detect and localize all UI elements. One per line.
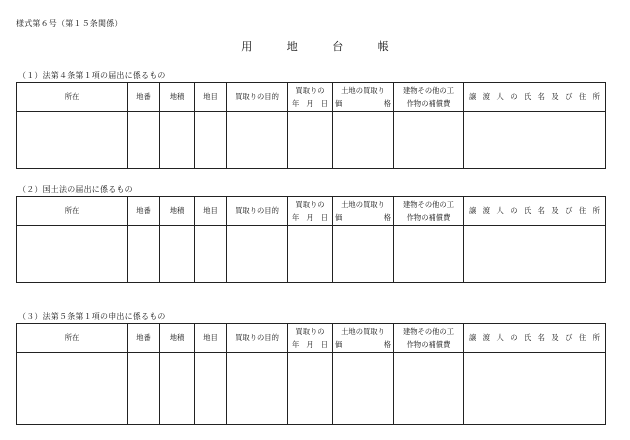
cell-compensation[interactable] [394, 226, 464, 283]
title-char: 台 [332, 40, 344, 53]
ledger-table-2 [16, 196, 606, 283]
cell-location[interactable] [17, 353, 128, 425]
header-land-category: 地目 [195, 197, 227, 226]
cell-lot-number[interactable] [128, 353, 160, 425]
title-char: 帳 [377, 40, 389, 53]
header-land-price: 土地の買取り 価 格 [333, 197, 394, 226]
section-label-3: （３）法第５条第１項の申出に係るもの [18, 312, 166, 321]
header-transferor: 譲 渡 人 の 氏 名 及 び 住 所 [464, 324, 606, 353]
header-land-price: 土地の買取り 価 格 [333, 83, 394, 112]
header-land-category: 地目 [195, 83, 227, 112]
table-row [17, 112, 606, 169]
header-lot-number: 地番 [128, 83, 160, 112]
cell-location[interactable] [17, 112, 128, 169]
header-transferor: 譲 渡 人 の 氏 名 及 び 住 所 [464, 83, 606, 112]
header-purpose: 買取りの目的 [227, 197, 288, 226]
cell-transferor[interactable] [464, 112, 606, 169]
section-label-2: （２）国土法の届出に係るもの [18, 185, 133, 194]
cell-land-price[interactable] [333, 112, 394, 169]
cell-land-price[interactable] [333, 353, 394, 425]
cell-purpose[interactable] [227, 112, 288, 169]
header-lot-number: 地番 [128, 324, 160, 353]
header-row [17, 197, 606, 226]
cell-area[interactable] [160, 112, 195, 169]
cell-land-category[interactable] [195, 112, 227, 169]
cell-area[interactable] [160, 353, 195, 425]
cell-location[interactable] [17, 226, 128, 283]
cell-purchase-date[interactable] [288, 353, 333, 425]
header-lot-number: 地番 [128, 197, 160, 226]
table-row [17, 226, 606, 283]
cell-purpose[interactable] [227, 353, 288, 425]
cell-purchase-date[interactable] [288, 112, 333, 169]
header-compensation: 建物その他の工 作物の補償費 [394, 83, 464, 112]
cell-purchase-date[interactable] [288, 226, 333, 283]
cell-land-category[interactable] [195, 226, 227, 283]
section-label-1: （１）法第４条第１項の届出に係るもの [18, 71, 166, 80]
ledger-table-1 [16, 82, 606, 169]
header-compensation: 建物その他の工 作物の補償費 [394, 197, 464, 226]
header-location: 所在 [17, 324, 128, 353]
header-area: 地積 [160, 324, 195, 353]
form-number: 様式第６号（第１５条関係） [16, 19, 123, 28]
header-land-price: 土地の買取り 価 格 [333, 324, 394, 353]
header-purchase-date: 買取りの 年 月 日 [288, 197, 333, 226]
header-purchase-date: 買取りの 年 月 日 [288, 324, 333, 353]
header-purpose: 買取りの目的 [227, 83, 288, 112]
cell-lot-number[interactable] [128, 226, 160, 283]
cell-lot-number[interactable] [128, 112, 160, 169]
cell-land-category[interactable] [195, 353, 227, 425]
cell-compensation[interactable] [394, 112, 464, 169]
cell-transferor[interactable] [464, 226, 606, 283]
table-row [17, 353, 606, 425]
header-location: 所在 [17, 197, 128, 226]
header-row [17, 324, 606, 353]
header-purpose: 買取りの目的 [227, 324, 288, 353]
cell-transferor[interactable] [464, 353, 606, 425]
header-location: 所在 [17, 83, 128, 112]
header-transferor: 譲 渡 人 の 氏 名 及 び 住 所 [464, 197, 606, 226]
header-compensation: 建物その他の工 作物の補償費 [394, 324, 464, 353]
header-area: 地積 [160, 197, 195, 226]
title-char: 用 [241, 40, 253, 53]
cell-purpose[interactable] [227, 226, 288, 283]
cell-land-price[interactable] [333, 226, 394, 283]
cell-area[interactable] [160, 226, 195, 283]
cell-compensation[interactable] [394, 353, 464, 425]
header-area: 地積 [160, 83, 195, 112]
ledger-table-3 [16, 323, 606, 425]
header-land-category: 地目 [195, 324, 227, 353]
page-title [0, 38, 630, 54]
title-char: 地 [286, 40, 298, 53]
header-purchase-date: 買取りの 年 月 日 [288, 83, 333, 112]
header-row [17, 83, 606, 112]
